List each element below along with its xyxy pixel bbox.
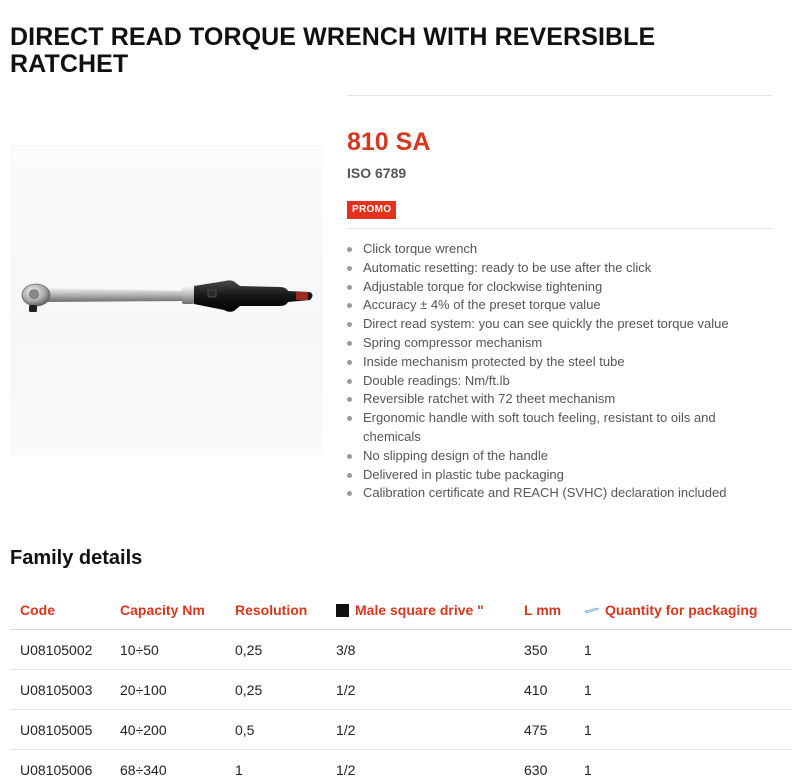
cell-packaging: 1 bbox=[584, 642, 592, 658]
header-packaging[interactable] bbox=[584, 590, 757, 630]
feature-item: Automatic resetting: ready to be use after the click bbox=[346, 259, 766, 278]
divider bbox=[347, 95, 772, 96]
product-model: 810 SA bbox=[347, 128, 431, 156]
table-row[interactable] bbox=[10, 710, 792, 750]
feature-item: No slipping design of the handle bbox=[346, 447, 766, 466]
feature-item: Reversible ratchet with 72 theet mechanism bbox=[346, 390, 766, 409]
header-code[interactable]: Code bbox=[20, 602, 55, 618]
table-row[interactable] bbox=[10, 750, 792, 781]
feature-item: Direct read system: you can see quickly the preset torque value bbox=[346, 315, 766, 334]
feature-item: Delivered in plastic tube packaging bbox=[346, 466, 766, 485]
divider bbox=[347, 228, 772, 229]
cell-length: 630 bbox=[524, 762, 548, 778]
cell-drive: 3/8 bbox=[336, 642, 356, 658]
cell-code[interactable]: U08105003 bbox=[20, 682, 93, 698]
cell-drive: 1/2 bbox=[336, 722, 356, 738]
feature-item: Calibration certificate and REACH (SVHC) declaration included bbox=[346, 484, 766, 503]
table-header-row bbox=[10, 590, 792, 630]
feature-item: Inside mechanism protected by the steel tube bbox=[346, 353, 766, 372]
cell-drive: 1/2 bbox=[336, 762, 356, 778]
feature-item: Ergonomic handle with soft touch feeling, resistant to oils and chemicals bbox=[346, 409, 766, 447]
torque-wrench-image bbox=[10, 145, 323, 455]
promo-badge: PROMO bbox=[347, 201, 396, 219]
cell-resolution: 1 bbox=[235, 762, 243, 778]
family-table bbox=[10, 590, 792, 781]
square-drive-icon bbox=[336, 604, 349, 617]
cell-capacity: 40÷200 bbox=[120, 722, 167, 738]
header-drive-label: Male square drive " bbox=[355, 602, 484, 618]
page-title: DIRECT READ TORQUE WRENCH WITH REVERSIBLE RATCHET bbox=[10, 23, 656, 78]
feature-item: Accuracy ± 4% of the preset torque value bbox=[346, 296, 766, 315]
table-row[interactable] bbox=[10, 670, 792, 710]
header-drive[interactable] bbox=[336, 590, 484, 630]
packaging-tube-icon bbox=[584, 605, 600, 615]
header-packaging-label: Quantity for packaging bbox=[605, 602, 758, 618]
cell-capacity: 68÷340 bbox=[120, 762, 167, 778]
cell-drive: 1/2 bbox=[336, 682, 356, 698]
feature-list bbox=[346, 240, 766, 503]
header-length[interactable]: L mm bbox=[524, 602, 562, 618]
cell-length: 350 bbox=[524, 642, 548, 658]
feature-item: Double readings: Nm/ft.lb bbox=[346, 372, 766, 391]
cell-capacity: 10÷50 bbox=[120, 642, 159, 658]
family-details-title: Family details bbox=[10, 547, 143, 569]
cell-resolution: 0,25 bbox=[235, 642, 263, 658]
cell-packaging: 1 bbox=[584, 682, 592, 698]
cell-length: 410 bbox=[524, 682, 548, 698]
feature-item: Spring compressor mechanism bbox=[346, 334, 766, 353]
cell-length: 475 bbox=[524, 722, 548, 738]
cell-capacity: 20÷100 bbox=[120, 682, 167, 698]
feature-item: Click torque wrench bbox=[346, 240, 766, 259]
cell-code[interactable]: U08105005 bbox=[20, 722, 93, 738]
cell-resolution: 0,25 bbox=[235, 682, 263, 698]
product-standard: ISO 6789 bbox=[347, 165, 407, 181]
table-row[interactable] bbox=[10, 630, 792, 670]
cell-code[interactable]: U08105006 bbox=[20, 762, 93, 778]
product-image[interactable] bbox=[10, 145, 323, 455]
cell-packaging: 1 bbox=[584, 722, 592, 738]
header-resolution[interactable]: Resolution bbox=[235, 602, 308, 618]
header-capacity[interactable]: Capacity Nm bbox=[120, 602, 205, 618]
cell-resolution: 0,5 bbox=[235, 722, 255, 738]
cell-code[interactable]: U08105002 bbox=[20, 642, 93, 658]
feature-item: Adjustable torque for clockwise tightening bbox=[346, 278, 766, 297]
cell-packaging: 1 bbox=[584, 762, 592, 778]
